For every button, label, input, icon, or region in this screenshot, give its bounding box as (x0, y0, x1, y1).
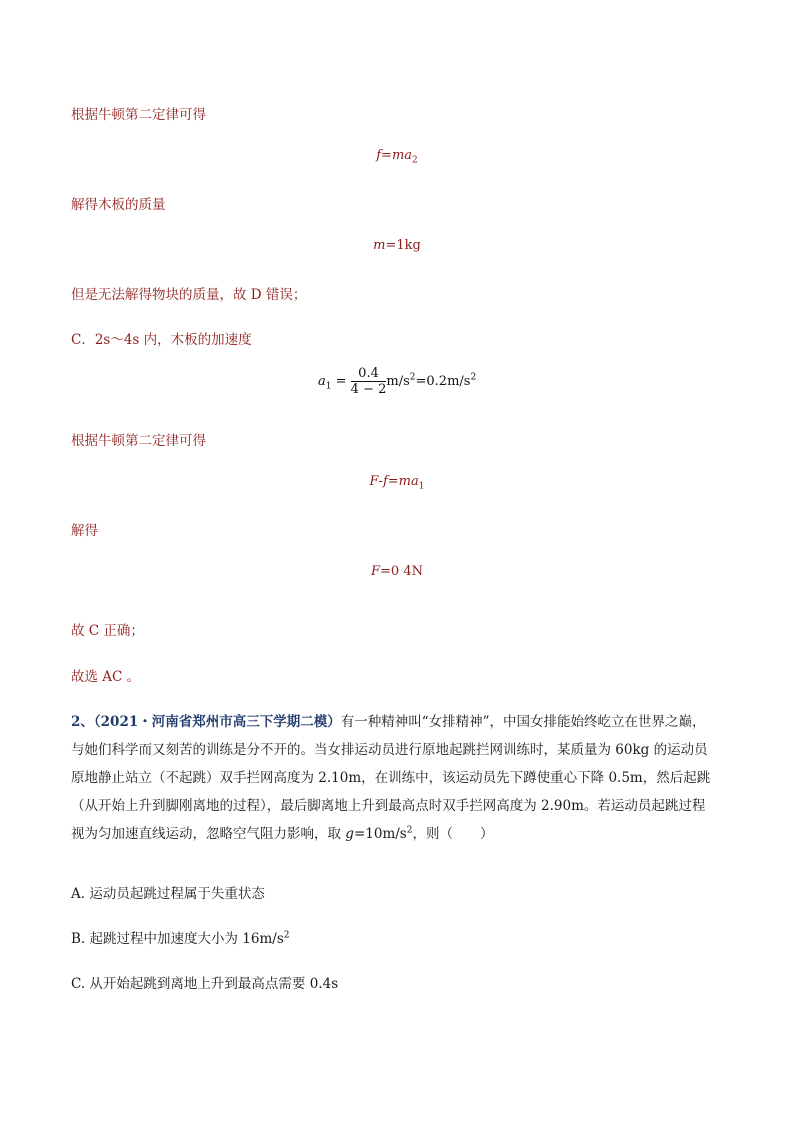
equation-3: $a_1$ = $\frac{0.4}{4 - 2}$ $m/s^2=0.2m/s^2$ (318, 366, 477, 397)
solution-line-7: 故 C 正确； (71, 623, 144, 639)
equation-1: $f=ma_2$ (376, 148, 418, 166)
question-line-4: （从开始上升到脚刚离地的过程），最后脚离地上升到最高点时双手拦网高度为 2.90m。若运动员起跳过程 (71, 798, 706, 814)
solution-line-3: 但是无法解得物块的质量，故 D 错误； (71, 287, 307, 303)
solution-line-2: 解得木板的质量 (71, 197, 166, 213)
solution-line-4: C．2s～4s 内，木板的加速度 (71, 332, 252, 348)
solution-line-1: 根据牛顿第二定律可得 (71, 107, 206, 123)
question-line-5: 视为匀加速直线运动，忽略空气阻力影响，取 $g=10m/s^2$，则（ ） (71, 825, 494, 842)
question-line-1: 2、（2021・河南省郑州市高三下学期二模）有一种精神叫“女排精神”，中国女排能始终屹立在世界之巅， (71, 714, 706, 730)
equation-4: $F-f=ma_1$ (369, 474, 425, 492)
solution-line-6: 解得 (71, 523, 98, 539)
option-c[interactable]: C. 从开始起跳到离地上升到最高点需要 0.4s (71, 976, 339, 992)
question-line-2: 与她们科学而又刻苦的训练是分不开的。当女排运动员进行原地起跳拦网训练时，某质量为 60kg 的运动员 (71, 742, 708, 758)
option-b[interactable]: B. 起跳过程中加速度大小为 $16m/s^2$ (71, 930, 290, 947)
equation-5: F=0 4N (371, 564, 423, 579)
solution-line-8: 故选 AC 。 (71, 669, 141, 685)
question-number: 2、 (71, 714, 94, 730)
question-source: （2021・河南省郑州市高三下学期二模） (93, 714, 341, 730)
solution-line-5: 根据牛顿第二定律可得 (71, 433, 206, 449)
question-line-3: 原地静止站立（不起跳）双手拦网高度为 2.10m，在训练中，该运动员先下蹲使重心下降 0.5m，然后起跳 (71, 770, 711, 786)
equation-2: m=1kg (373, 238, 421, 253)
fraction: $\frac{0.4}{4 - 2}$ (350, 366, 387, 397)
option-a[interactable]: A. 运动员起跳过程属于失重状态 (71, 886, 265, 902)
